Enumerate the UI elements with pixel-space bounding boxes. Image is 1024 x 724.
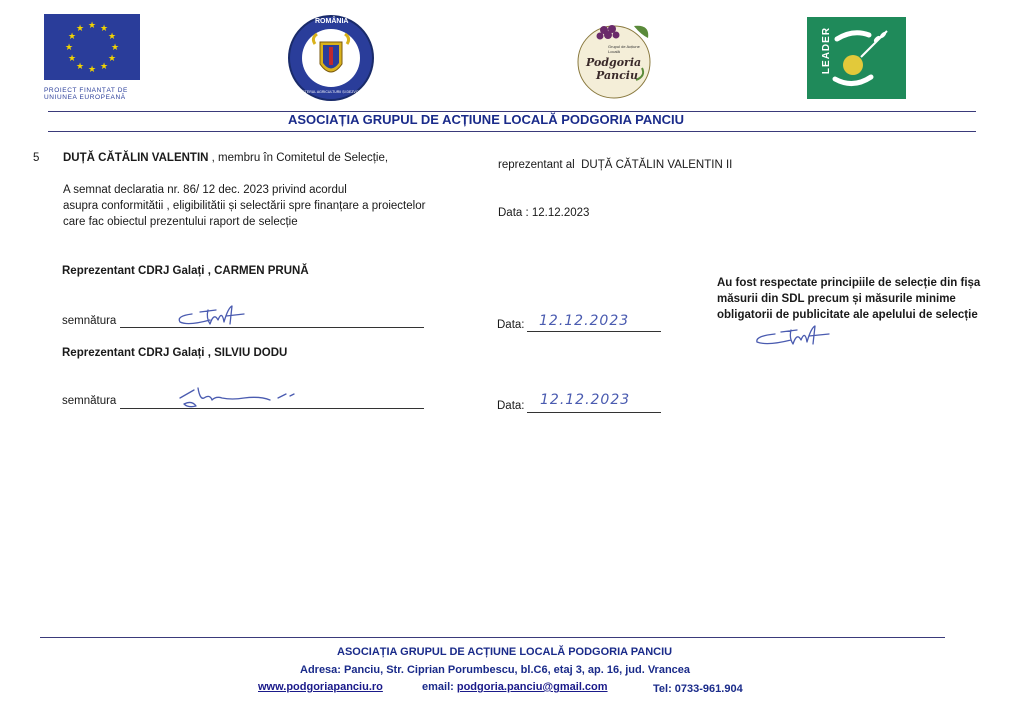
rep2-label: Reprezentant CDRJ Galați , SILVIU DODU (62, 347, 288, 359)
eu-flag-logo (44, 14, 140, 100)
eu-flag-icon (44, 14, 140, 80)
footer-email-group (422, 681, 608, 693)
member-role-text: , membru în Comitetul de Selecție, (211, 152, 389, 164)
romania-seal-ring-text: MINISTERUL AGRICULTURII ȘI DEZVOLTĂRII RURALE (295, 90, 385, 94)
declaration-line-2: asupra conformitătii , eligibilitătii și selectării spre finanțare a proiectelor (63, 200, 426, 212)
leader-logo (807, 17, 906, 99)
footer-contact-row (258, 681, 778, 693)
rep2-date-handwritten: 12.12.2023 (540, 392, 631, 408)
svg-text:★: ★ (99, 24, 109, 34)
member-number: 5 (33, 152, 40, 164)
svg-text:★: ★ (87, 21, 97, 31)
svg-text:★: ★ (67, 54, 77, 64)
eu-caption-line2: UNIUNEA EUROPEANĂ (44, 94, 126, 101)
page-title: ASOCIAȚIA GRUPUL DE ACȚIUNE LOCALĂ PODGORIA PANCIU (288, 112, 685, 127)
svg-text:★: ★ (64, 43, 74, 53)
rep1-date-handwritten: 12.12.2023 (539, 313, 630, 329)
svg-text:★: ★ (107, 32, 117, 42)
svg-text:★: ★ (99, 62, 109, 72)
rep1-date-line (527, 331, 661, 332)
eu-caption-line1: PROIECT FINANȚAT DE (44, 87, 128, 94)
footer-email-link[interactable]: podgoria.panciu@gmail.com (456, 681, 608, 693)
rep2-signature-label: semnătura (62, 395, 117, 407)
svg-text:★: ★ (107, 54, 117, 64)
rep1-date-label: Data: (497, 319, 525, 331)
member-line (63, 151, 388, 166)
declaration-line-3: care fac obiectul prezentului raport de selecție (63, 216, 298, 228)
member-name: DUȚĂ CĂTĂLIN VALENTIN (63, 152, 209, 164)
footer-email-label: email: (422, 681, 454, 693)
svg-text:★: ★ (110, 43, 120, 53)
member-representative (498, 158, 732, 173)
svg-text:★: ★ (75, 62, 85, 72)
romania-seal-text: ROMÂNIA (315, 18, 349, 25)
svg-text:★: ★ (87, 65, 97, 75)
podgoria-logo-small-text: Grupul de Acțiune Locală (608, 44, 640, 54)
rep2-date-label: Data: (497, 400, 525, 412)
svg-text:★: ★ (75, 24, 85, 34)
footer-website-link[interactable]: www.podgoriapanciu.ro (258, 681, 383, 693)
rep1-label: Reprezentant CDRJ Galați , CARMEN PRUNĂ (62, 265, 309, 277)
rep1-signature-label: semnătura (62, 315, 117, 327)
footer-rule (40, 637, 945, 638)
leader-text: LEADER (821, 26, 833, 75)
note-line-2: măsurii din SDL precum și măsurile minime (717, 293, 956, 305)
footer-title: ASOCIAȚIA GRUPUL DE ACȚIUNE LOCALĂ PODGORIA PANCIU (337, 646, 673, 658)
note-line-3: obligatorii de publicitate ale apelului de selecție (717, 309, 978, 321)
rep1-signature-line (120, 327, 424, 328)
rep2-date-line (527, 412, 661, 413)
podgoria-logo-name-1: Podgoria (586, 56, 642, 69)
representative-label: reprezentant al (498, 159, 575, 171)
rep2-signature-image (174, 382, 304, 412)
podgoria-panciu-logo (574, 20, 658, 100)
svg-text:★: ★ (67, 32, 77, 42)
note-line-1: Au fost respectate principiile de selecție din fișa (717, 277, 981, 289)
rep1-signature-image (170, 302, 266, 332)
declaration-line-1: A semnat declaratia nr. 86/ 12 dec. 2023 privind acordul (63, 184, 347, 196)
footer-address: Adresa: Panciu, Str. Ciprian Porumbescu, bl.C6, etaj 3, ap. 16, jud. Vrancea (300, 664, 691, 676)
member-date: Data : 12.12.2023 (498, 207, 590, 219)
header-rule-bottom (48, 131, 976, 132)
footer-phone: Tel: 0733-961.904 (653, 683, 743, 695)
romania-ministry-seal (287, 14, 385, 102)
coat-of-arms-icon (287, 14, 385, 102)
note-signature-image (745, 322, 845, 352)
podgoria-logo-name-2: Panciu (596, 69, 638, 82)
representative-name: DUȚĂ CĂTĂLIN VALENTIN II (581, 159, 733, 171)
